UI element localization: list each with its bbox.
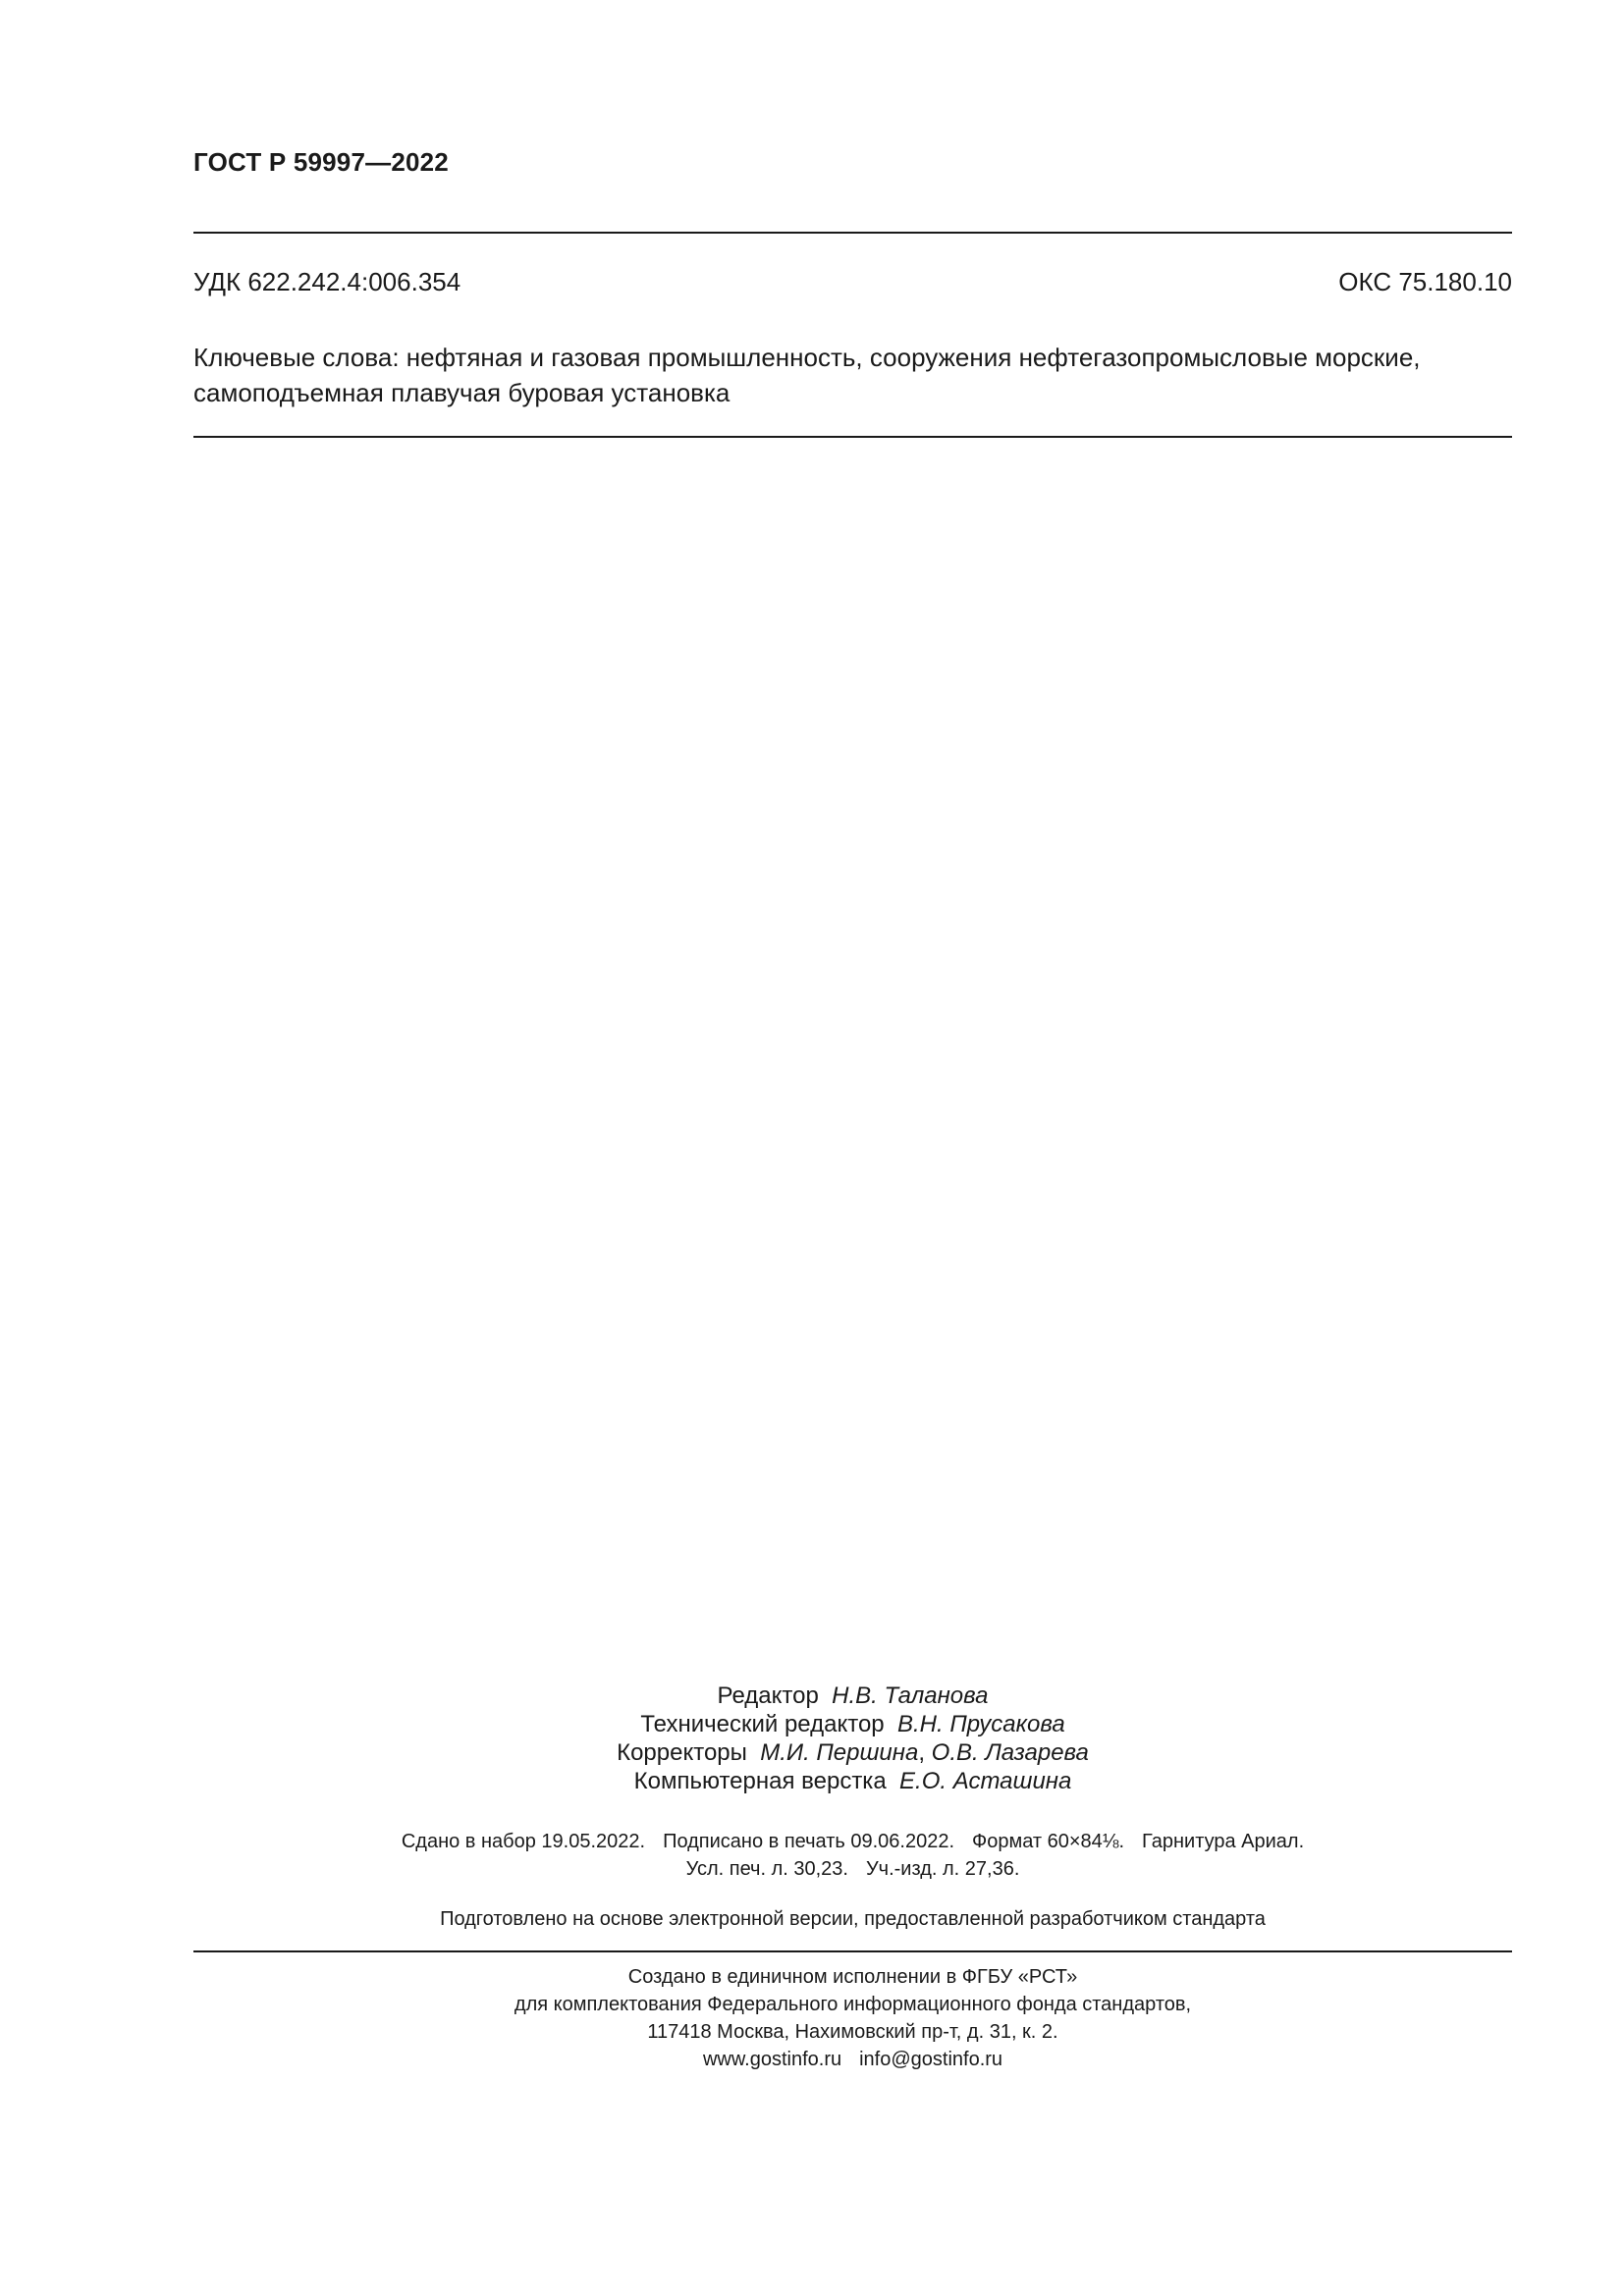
publisher-line-1: Создано в единичном исполнении в ФГБУ «РСТ» <box>627 1966 1078 1988</box>
layout-row <box>193 1767 1512 1795</box>
publisher-address: 117418 Москва, Нахимовский пр-т, д. 31, к. 2. <box>647 2021 1058 2043</box>
correctors-label: Корректоры <box>617 1739 747 1766</box>
tech-editor-label: Технический редактор <box>640 1711 885 1737</box>
editor-row <box>193 1682 1512 1710</box>
print-info-line-2 <box>193 1855 1512 1883</box>
keywords-line-2: самоподъемная плавучая буровая установка <box>193 378 731 407</box>
paper-format: Формат 60×84⅛. <box>972 1831 1125 1852</box>
correctors-row <box>193 1738 1512 1767</box>
document-id: ГОСТ Р 59997—2022 <box>193 147 449 177</box>
layout-name: Е.О. Асташина <box>899 1768 1072 1794</box>
publisher-contacts <box>193 2046 1512 2073</box>
print-sheets: Усл. печ. л. 30,23. <box>685 1858 848 1880</box>
layout-label: Компьютерная верстка <box>633 1768 887 1794</box>
publisher-divider <box>193 1950 1512 1952</box>
publisher-website[interactable]: www.gostinfo.ru <box>702 2049 842 2070</box>
editor-name: Н.В. Таланова <box>832 1682 989 1709</box>
udk-code: УДК 622.242.4:006.354 <box>193 267 461 296</box>
keywords-divider <box>193 436 1512 438</box>
keywords <box>193 340 1512 410</box>
credits-block <box>193 1682 1512 1795</box>
corrector-2-name: О.В. Лазарева <box>931 1739 1089 1766</box>
editor-label: Редактор <box>717 1682 819 1709</box>
prepared-note: Подготовлено на основе электронной версии, предоставленной разработчиком стандарта <box>440 1908 1266 1930</box>
corrector-separator: , <box>918 1739 932 1766</box>
corrector-1-name: М.И. Першина <box>760 1739 919 1766</box>
signed-date: Подписано в печать 09.06.2022. <box>663 1831 955 1852</box>
oks-code: ОКС 75.180.10 <box>1338 267 1512 296</box>
typeface: Гарнитура Ариал. <box>1142 1831 1305 1852</box>
print-info <box>193 1828 1512 1883</box>
top-divider <box>193 232 1512 234</box>
tech-editor-row <box>193 1710 1512 1738</box>
print-info-line-1 <box>193 1828 1512 1855</box>
publisher-line-2: для комплектования Федерального информационного фонда стандартов, <box>514 1994 1192 2015</box>
submitted-date: Сдано в набор 19.05.2022. <box>401 1831 646 1852</box>
keywords-line-1: Ключевые слова: нефтяная и газовая промышленность, сооружения нефтегазопромысловые морские, <box>193 343 1421 372</box>
publisher-block <box>193 1963 1512 2073</box>
publisher-email[interactable]: info@gostinfo.ru <box>859 2049 1003 2070</box>
publication-sheets: Уч.-изд. л. 27,36. <box>865 1858 1020 1880</box>
classification-row <box>193 267 1512 297</box>
tech-editor-name: В.Н. Прусакова <box>897 1711 1065 1737</box>
